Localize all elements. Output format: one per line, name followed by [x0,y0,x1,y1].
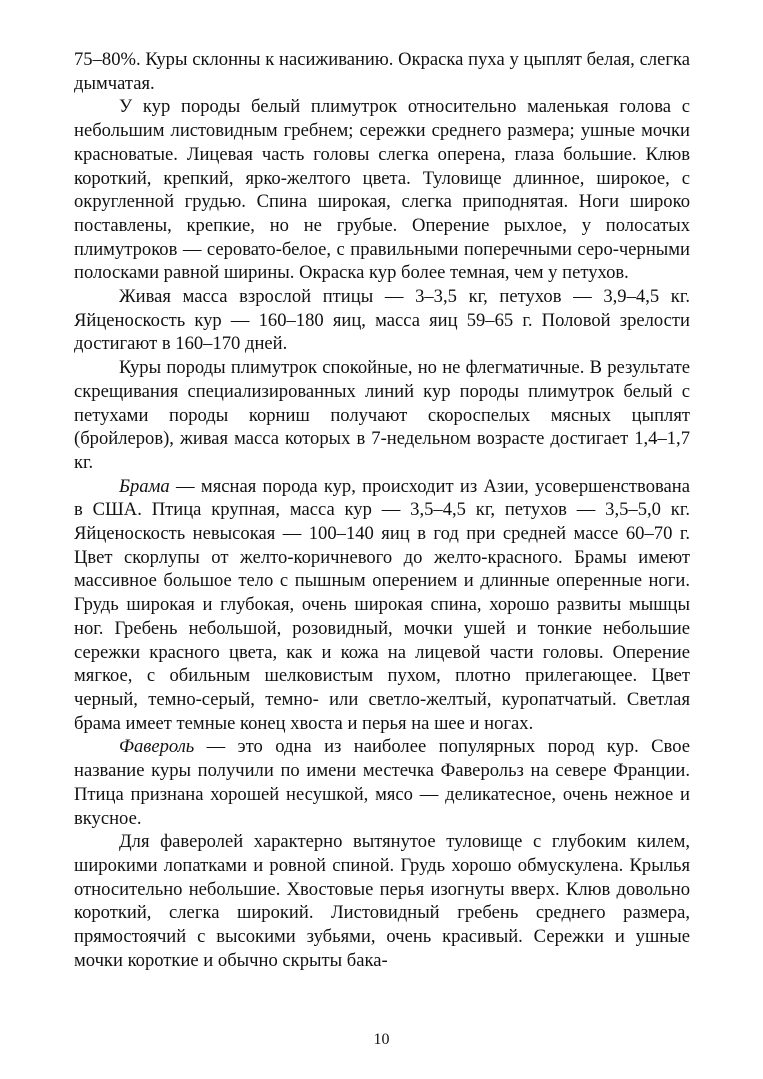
paragraph-1 [74,48,690,95]
paragraph-4-text: Куры породы плимутрок спокойные, но не флегматичные. В результате скрещивания специализированных линий кур породы плимутрок белый с петухами породы корниш получают скороспелых мясных цыплят (бройлеров), живая масса которых в 7-недельном возрасте достигает 1,4–1,7 кг. [74,357,690,473]
paragraph-3-text: Живая масса взрослой птицы — 3–3,5 кг, петухов — 3,9–4,5 кг. Яйценоскость кур — 160–180 яиц, масса яиц 59–65 г. Половой зрелости достигают в 160–170 дней. [74,286,690,355]
paragraph-7 [74,830,690,972]
breed-name-faverol: Фавероль [119,736,195,758]
breed-name-brama: Брама [119,475,170,497]
paragraph-4 [74,356,690,475]
page-number: 10 [373,1031,390,1048]
paragraph-2 [74,95,690,285]
paragraph-1-text: 75–80%. Куры склонны к насиживанию. Окраска пуха у цыплят белая, слегка дымчатая. [74,49,690,94]
paragraph-faverol [74,735,690,830]
paragraph-3 [74,285,690,356]
page-body [74,48,690,972]
paragraph-brama-text: — мясная порода кур, происходит из Азии, усовершенствована в США. Птица крупная, масса кур — 3,5–4,5 кг, петухов — 3,5–5,0 кг. Яйценоскость невысокая — 100–140 яиц в год при средней массе 60–70 г. Цвет скорлупы от желто-коричневого до желто-красного. Брамы имеют массивное большое тело с пышным оперением и длинные оперенные ноги. Грудь широкая и глубокая, очень широкая спина, хорошо развиты мышцы ног. Гребень небольшой, розовидный, мочки ушей и тонкие небольшие сережки красного цвета, как и кожа на лицевой части головы. Оперение мягкое, с обильным шелковистым пухом, плотно прилегающее. Цвет черный, темно-серый, темно- или светло-желтый, куропатчатый. Светлая брама имеет темные конец хвоста и перья на шее и ногах. [74,475,690,734]
paragraph-faverol-text: — это одна из наиболее популярных пород кур. Свое название куры получили по имени местечка Фаверольз​ на севере Франции. Птица признана хорошей несушкой, мясо — деликатесное, очень нежное и вкусное. [74,736,690,829]
paragraph-7-text: Для фаверолей характерно вытянутое туловище с глубоким килем, широкими лопатками и ровной спиной. Грудь хорошо обмускулена. Крылья относительно небольшие. Хвостовые перья изогнуты вверх. Клюв довольно короткий, слегка широкий. Листовидный гребень среднего размера, прямостоячий с высокими зубьями, очень красивый. Сережки и ушные мочки короткие и обычно скрыты бака- [74,831,690,971]
paragraph-brama [74,475,690,736]
paragraph-2-text: У кур породы белый плимутрок относительно маленькая голова с небольшим листовидным гребнем; сережки среднего размера; ушные мочки красноватые. Лицевая часть головы слегка оперена, глаза большие. Клюв короткий, крепкий, ярко-желтого цвета. Туловище длинное, широкое, с округленной грудью. Спина широкая, слегка приподнятая. Ноги широко поставлены, крепкие, но не грубые. Оперение рыхлое, у полосатых плимутроков — серовато-белое, с правильными поперечными серо-черными полосками равной ширины. Окраска кур более темная, чем у петухов. [74,96,690,284]
